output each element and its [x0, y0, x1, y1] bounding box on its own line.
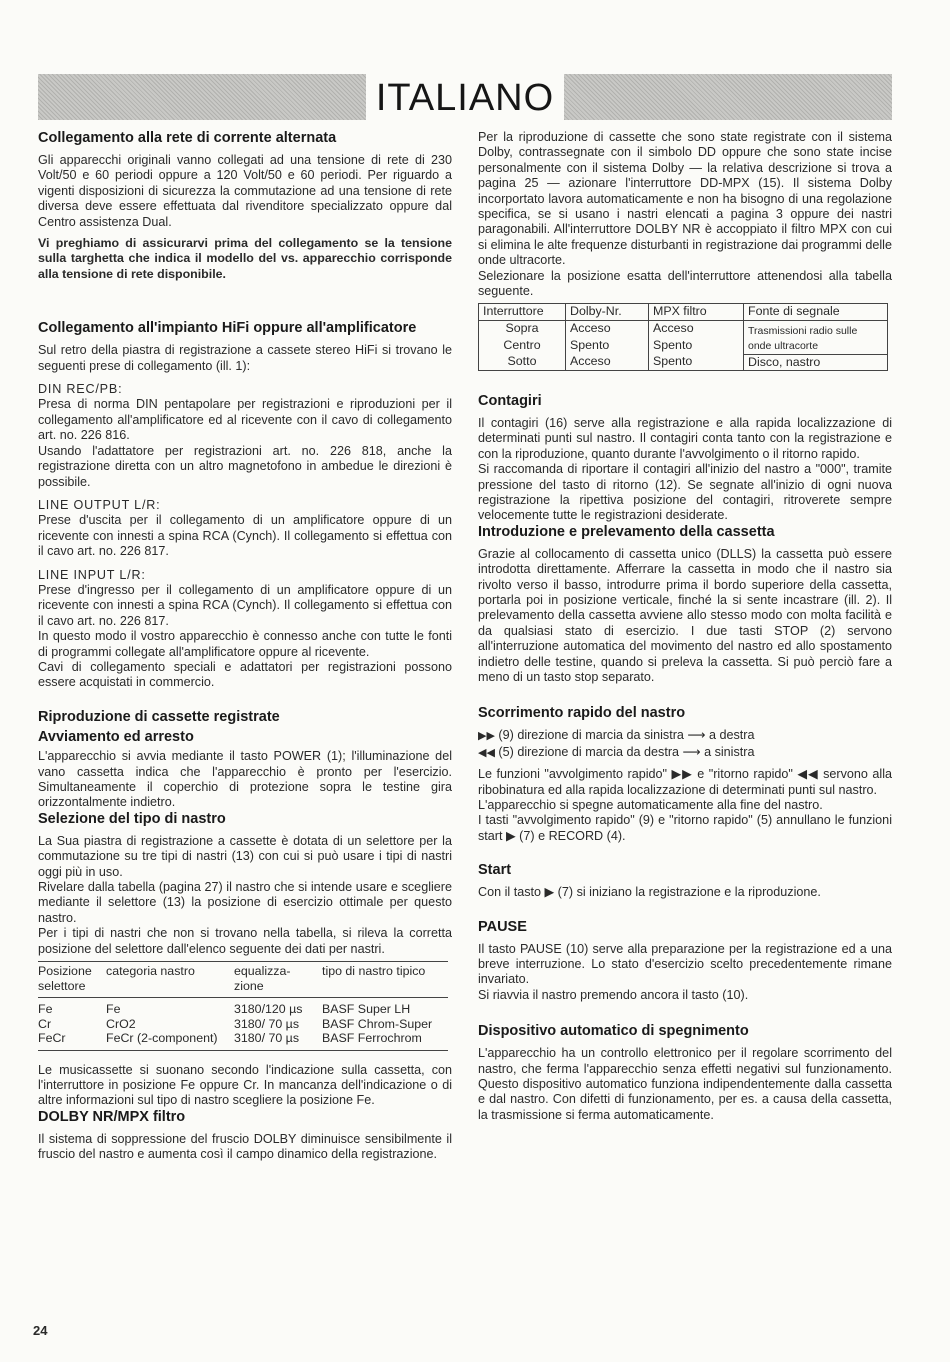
table-cell: Cr	[38, 1016, 52, 1031]
line-input-paragraph: Prese d'ingresso per il collegamento di un amplificatore oppure di un ricevente con innesti a spina RCA (Cynch). Il collegamento si effettua con il cavo art. no. 226 817.	[38, 582, 452, 628]
column-header: categoria nastro	[106, 962, 234, 998]
dolby-table-intro: Selezionare la posizione esatta dell'interruttore attenendosi alla tabella seguente.	[478, 268, 892, 299]
header-banner	[38, 74, 892, 120]
table-cell: 3180/120 µs	[234, 1002, 303, 1017]
mains-paragraph: Gli apparecchi originali vanno collegati ad una tensione di rete di 230 Volt/50 e 60 periodi oppure a 120 Volt/50 e 60 periodi. Per riguardo a vigenti disposizioni di sicurezza la commutazione ad una tensione di rete diversa deve essere effettuata dal rivenditore specializzato oppure dal Centro assistenza Dual.	[38, 153, 452, 229]
right-column	[478, 130, 892, 1123]
line-input-sources: In questo modo il vostro apparecchio è connesso anche con tutte le fonti di programmi collegate all'amplificatore oppure al ricevente.	[38, 629, 452, 659]
din-paragraph: Presa di norma DIN pentapolare per registrazioni e riproduzioni per il collegamento all'amplificatore ed al ricevente con il cavo di collegamento art. no. 226 816.	[38, 397, 452, 443]
table-cell: 3180/ 70 µs	[234, 1031, 300, 1046]
pause-paragraph-1: Il tasto PAUSE (10) serve alla preparazione per la registrazione ed a una breve interruzione. Lo stato d'esercizio scelto precedentemente rimane invariato.	[478, 941, 892, 987]
table-cell: Sopra	[479, 320, 566, 337]
cables-paragraph: Cavi di collegamento speciali e adattatori per registrazioni possono essere acquistati in commercio.	[38, 659, 452, 690]
table-row	[479, 320, 888, 337]
fast-forward-icon: ▶▶	[478, 730, 495, 743]
table-cell: Sotto	[479, 354, 566, 370]
tape-type-paragraph-2: Rivelare dalla tabella (pagina 27) il nastro che si intende usare e scegliere mediante il selettore (13) la posizione di esercizio ottimale per questo nastro.	[38, 880, 452, 925]
section-title-fast-wind: Scorrimento rapido del nastro	[478, 705, 686, 722]
section-title-tape-type: Selezione del tipo di nastro	[38, 810, 226, 827]
table-header-row	[38, 962, 448, 998]
musicassette-paragraph: Le musicassette si suonano secondo l'indicazione sulla cassetta, con l'interruttore in posizione Fe oppure Cr. In mancanza dell'indicazione o di altre informazioni sul tipo di nastro scegliere la posizione Fe.	[38, 1062, 452, 1108]
fast-wind-paragraph-2: L'apparecchio si spegne automaticamente alla fine del nastro.	[478, 798, 823, 812]
table-cell: Spento	[649, 338, 744, 355]
section-title-auto-stop: Dispositivo automatico di spegnimento	[478, 1023, 749, 1040]
section-title-dolby: DOLBY NR/MPX filtro	[38, 1108, 186, 1125]
rewind-text: (5) direzione di marcia da destra ⟶ a sinistra	[498, 744, 755, 759]
table-cell: Fe	[106, 1002, 121, 1017]
section-title-hifi: Collegamento all'impianto HiFi oppure all'amplificatore	[38, 320, 417, 337]
page-number: 24	[33, 1323, 48, 1338]
column-header: tipo di nastro tipico	[322, 962, 448, 998]
table-cell: FeCr	[38, 1031, 66, 1046]
dolby-switch-table	[478, 303, 888, 370]
column-header: Fonte di segnale	[744, 304, 888, 320]
table-cell: BASF Super LH	[322, 1002, 411, 1017]
section-title-counter: Contagiri	[478, 392, 542, 409]
table-row	[479, 354, 888, 370]
table-cell: Acceso	[566, 320, 649, 337]
dolby-intro-paragraph: Il sistema di soppressione del fruscio DOLBY diminuisce sensibilmente il fruscio del nastro e aumenta così il campo dinamico della registrazione.	[38, 1131, 452, 1162]
fast-wind-paragraph-1: Le funzioni "avvolgimento rapido" ▶▶ e "ritorno rapido" ◀◀ servono alla ribobinatura ed alla rapida localizzazione di determinati punti sul nastro.	[478, 767, 892, 797]
dolby-paragraph: Per la riproduzione di cassette che sono state registrate con il sistema Dolby, contrassegnate con il simbolo DD oppure che sono state incise personalmente con il sistema Dolby — la relativa descrizione si trova a pagina 25 — azionare l'interruttore DD-MPX (15). Il sistema Dolby incorportato lavora automaticamente e non ha bisogno di una regolazione specifica, se si usano i nastri elencati a pagina 3 oppure dei nastri paragonabili. All'interruttore DOLBY NR è accoppiato il filtro MPX con cui si elimina le alte frequenze disturbanti in registrazione dai programmi delle onde ultracorte.	[478, 130, 892, 268]
tape-type-table	[38, 961, 448, 1051]
table-row	[38, 1017, 448, 1032]
table-row	[38, 998, 448, 1017]
mains-warning: Vi preghiamo di assicurarvi prima del collegamento se la tensione sulla targhetta che indica il modello del vs. apparecchio corrisponde alla tensione di rete disponibile.	[38, 236, 452, 281]
left-column	[38, 130, 452, 1163]
rewind-line	[478, 745, 892, 761]
table-cell: 3180/ 70 µs	[234, 1016, 300, 1031]
table-cell: Centro	[479, 338, 566, 355]
fast-wind-paragraph-3: I tasti "avvolgimento rapido" (9) e "ritorno rapido" (5) annullano le funzioni start ▶ (7) e RECORD (4).	[478, 813, 892, 843]
line-output-paragraph: Prese d'uscita per il collegamento di un amplificatore oppure di un ricevente con innesti a spina RCA (Cynch). Il collegamento si effettua con il cavo art. no. 226 817.	[38, 513, 452, 559]
counter-paragraph-2: Si raccomanda di riportare il contagiri all'inizio del nastro a "000", tramite pressione del tasto di ritorno (12). Se segnate all'inizio di ogni nuova registrazione la ripettiva posizione del contagiri, ritroverete sempre velocemente tutte le registrazioni desiderate.	[478, 462, 892, 523]
hifi-intro: Sul retro della piastra di registrazione a cassete stereo HiFi si trovano le seguenti prese di collegamento (ill. 1):	[38, 343, 452, 373]
line-input-label: LINE INPUT L/R:	[38, 567, 146, 582]
start-stop-paragraph: L'apparecchio si avvia mediante il tasto POWER (1); l'illuminazione del vano cassetta indica che l'apparecchio è pronto per l'esercizio. Simultaneamente il coperchio di protezione sopra le testine gira orizzontalmente indietro.	[38, 749, 452, 810]
din-adapter-paragraph: Usando l'adattatore per registrazioni art. no. 226 818, anche la registrazione diretta con un altro magnetofono in ambedue le direzioni è possibile.	[38, 443, 452, 489]
column-header: MPX filtro	[649, 304, 744, 320]
start-paragraph: Con il tasto ▶ (7) si iniziano la registrazione e la riproduzione.	[478, 885, 821, 900]
section-title-cassette: Introduzione e prelevamento della cassetta	[478, 523, 775, 540]
table-cell: Trasmissioni radio sulle onde ultracorte	[744, 320, 888, 354]
column-header: Posizione selettore	[38, 962, 106, 998]
tape-type-paragraph-1: La Sua piastra di registrazione a cassette è dotata di un selettore per la commutazione su tre tipi di nastri (13) con cui si può usare i tipi di nastri oggi più in uso.	[38, 833, 452, 879]
line-output-label: LINE OUTPUT L/R:	[38, 497, 161, 512]
tape-type-paragraph-3: Per i tipi di nastri che non si trovano nella tabella, si rileva la corretta posizione del selettore dall'elenco seguente dei dati per nastri.	[38, 926, 452, 956]
table-cell: FeCr (2-component)	[106, 1031, 218, 1046]
section-title-mains: Collegamento alla rete di corrente alternata	[38, 130, 337, 146]
section-title-start: Start	[478, 862, 512, 879]
column-header: Interruttore	[479, 304, 566, 320]
auto-stop-paragraph: L'apparecchio ha un controllo elettronico per il regolare scorrimento del nastro, che ferma l'apparecchio senza effetti negativi sul funzionamento. Questo dispositivo automatico funziona indipendentemente dalla cassetta e dal nastro. Con difetti di funzionamento, per es. a causa della cassetta, la trasmissione si ferma automaticamente.	[478, 1046, 892, 1122]
table-cell: Disco, nastro	[744, 354, 888, 370]
counter-paragraph-1: Il contagiri (16) serve alla registrazione e alla rapida localizzazione di determinati punti sul nastro. Il contagiri conta tanto con la registrazione e con la riproduzione, quanto durante l'avvolgimento o il ritorno rapido.	[478, 415, 892, 461]
table-header-row	[479, 304, 888, 320]
page-title: ITALIANO	[366, 74, 564, 120]
section-title-playback: Riproduzione di cassette registrate	[38, 708, 280, 725]
table-cell: Acceso	[566, 354, 649, 370]
table-row	[38, 1031, 448, 1050]
subsection-title-start-stop: Avviamento ed arresto	[38, 728, 194, 745]
fast-forward-line	[478, 728, 892, 744]
cassette-paragraph: Grazie al collocamento di cassetta unico (DLLS) la cassetta può essere introdotta direttamente. Afferrare la cassetta in modo che il nastro sia rivolto verso il basso, introdurre prima il bordo superiore della cassetta, portarla poi in posizione verticale, finché la si sente incastrare (ill. 2). Il prelevamento della cassetta avviene allo stesso modo con molta facilità e da qualsiasi stato di esercizio. I due tasti STOP (2) servono all'interruzione automatica del movimento del nastro ed allo spostamento indietro delle testine, quando si preleva la cassetta. Si può perciò fare a meno di un tasto stop separato.	[478, 546, 892, 684]
table-cell: Spento	[566, 338, 649, 355]
table-cell: BASF Ferrochrom	[322, 1031, 422, 1046]
section-title-pause: PAUSE	[478, 918, 527, 935]
table-cell: Spento	[649, 354, 744, 370]
column-header: equalizza-zione	[234, 962, 322, 998]
table-cell: Acceso	[649, 320, 744, 337]
column-header: Dolby-Nr.	[566, 304, 649, 320]
rewind-icon: ◀◀	[478, 746, 495, 759]
table-cell: Fe	[38, 1002, 53, 1017]
fast-forward-text: (9) direzione di marcia da sinistra ⟶ a destra	[498, 728, 755, 743]
table-cell: BASF Chrom-Super	[322, 1016, 433, 1031]
pause-paragraph-2: Si riavvia il nastro premendo ancora il tasto (10).	[478, 987, 749, 1002]
table-cell: CrO2	[106, 1016, 136, 1031]
din-label: DIN REC/PB:	[38, 382, 123, 397]
